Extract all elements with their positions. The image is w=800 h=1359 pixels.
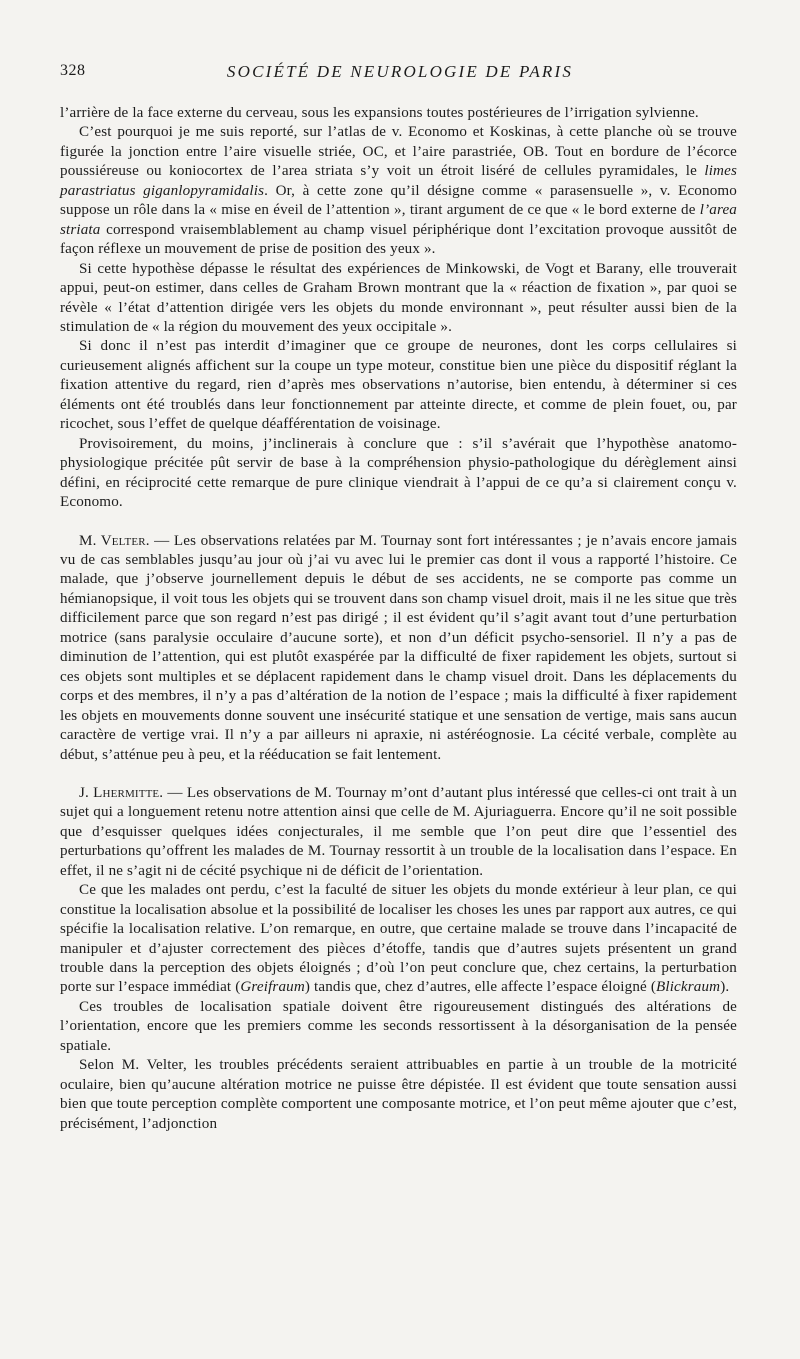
paragraph-spatial-disorders: Ces troubles de localisation spatiale doivent être rigoureusement distingués des altérations de l’orientation, encore que les premiers comme les seconds ressortissent à la désorganisation de la pensée spatiale.: [60, 998, 737, 1054]
paragraph-motricity: Selon M. Velter, les troubles précédents seraient attribuables en partie à un trouble de la motricité oculaire, bien qu’aucune altération motrice ne puisse être dépistée. Il est évident que toute sensation aussi bien que toute perception complète comportent une composante motrice, et l’on peut même ajouter que c’est, précisément, l’adjonction: [60, 1057, 737, 1132]
paragraph-text: ) tandis que, chez d’autres, elle affecte l’espace éloigné (: [304, 979, 656, 996]
latin-term: limes parastriatus giganlopyramidalis: [60, 163, 737, 199]
paragraph-text: — Les observations de M. Tournay m’ont d’autant plus intéressé que celles-ci ont trait à un sujet qui a longuement retenu notre attention ainsi que celle de M. Ajuriaguerra. Encore qu’il ne soit possible que d’esquisser quelques idées conjecturales, il me semble que l’on peut dire que l’essentiel des perturbations qu’offrent les malades de M. Tournay ressortit à un trouble de la localisation dans l’espace. En effet, il ne s’agit ni de cécité psychique ni de déficit de l’orientation.: [60, 784, 737, 879]
paragraph-conclusion: Provisoirement, du moins, j’inclinerais à conclure que : s’il s’avérait que l’hypothèse anatomo-physiologique précitée pût servir de base à la compréhension physio-pathologique du dérèglement ainsi défini, en réciprocité cette remarque de pure clinique viendrait à l’appui de ce qu’a si clairement conçu v. Economo.: [60, 435, 737, 511]
running-head: SOCIÉTÉ DE NEUROLOGIE DE PARIS: [226, 62, 574, 81]
paragraph-neurones: Si donc il n’est pas interdit d’imaginer que ce groupe de neurones, dont les corps cellulaires si curieusement alignés affichent sur la coupe un type moteur, constitue bien une pièce du dispositif réglant la fixation attentive du regard, rien d’après mes observations n’autorise, bien entendu, à déterminer si ces éléments ont été troublés dans leur fonctionnement par atteinte directe, et comme de plein fouet, ou, par ricochet, sous l’effet de quelque déafférentation de voisinage.: [60, 338, 737, 433]
paragraph-hypothesis: Si cette hypothèse dépasse le résultat des expériences de Minkowski, de Vogt et Barany, elle trouverait appui, peut-on estimer, dans celles de Graham Brown montrant que la « réaction de fixation », par quoi se révèle « l’état d’attention dirigée vers les objets du monde environnant », peut résulter aussi bien de la stimulation de « la région du mouvement des yeux occipitale ».: [60, 260, 737, 335]
paragraph-text: Ce que les malades ont perdu, c’est la faculté de situer les objets du monde extérieur à leur plan, ce qui constitue la localisation absolue et la possibilité de localiser les choses les unes par rapport aux autres, ce qui spécifie la localisation relative. L’on remarque, en outre, que certaine malade se trouve dans l’incapacité de manipuler et d’ajuster correctement des pièces d’étoffe, tandis que d’autres sujets présentent un grand trouble dans la perception des objets éloignés ; d’où l’on peut conclure que, chez certains, la perturbation porte sur l’espace immédiat (: [60, 882, 737, 996]
paragraph-text: . Or, à cette zone qu’il désigne comme « parasensuelle », v. Economo suppose un rôle dans la « mise en éveil de l’attention », tirant argument de ce que « le bord externe de: [60, 182, 737, 219]
paragraph-text: correspond vraisemblablement au champ visuel périphérique dont l’excitation provoque aussitôt de façon réflexe un mouvement de prise de position des yeux ».: [60, 221, 737, 258]
paragraph-lhermitte: [60, 784, 737, 881]
paragraph-text: C’est pourquoi je me suis reporté, sur l’atlas de v. Economo et Koskinas, à cette planche où se trouve figurée la jonction entre l’aire visuelle striée, OC, et l’aire parastriée, OB. Tout en bordure de l’écorce poussiéreuse ou koniocortex de l’area striata s’y voit un étroit liséré de cellules pyramidales, le: [60, 124, 737, 180]
german-term: Blickraum: [656, 979, 721, 996]
paragraph-text: — Les observations relatées par M. Tournay sont fort intéressantes ; je n’avais encore jamais vu de cas semblables jusqu’au jour où j’ai vu avec lui le premier cas dont il vous a rapporté l’histoire. Ce malade, que j’observe journellement depuis le début de ses accidents, ne se comporte pas comme un hémianopsique, il voit tous les objets qui se trouvent dans son champ visuel droit, mais il ne les situe que très difficilement parce que son regard n’est pas dirigé ; il est évident qu’il s’agit avant tout d’une perturbation motrice (sans paralysie occulaire d’aucune sorte), et non d’un déficit psycho-sensoriel. Il n’y a pas de diminution de l’attention, qui est plutôt exaspérée par la difficulté de fixer rapidement les objets, surtout si ces objets sont multiples et se déplacent rapidement dans le champ visuel droit. Dans les déplacements du corps et des membres, il n’y a pas d’altération de la notion de l’espace ; mais la difficulté à fixer rapidement les objets en mouvements donne souvent une insécurité statique et une sensation de vertige, mais sans aucun caractère de vertige vrai. Il n’y a par ailleurs ni apraxie, ni astéréognosie. La cécité verbale, complète au début, s’atténue peu à peu, et la rééducation se fait lentement.: [60, 532, 737, 763]
paragraph-velter: [60, 532, 737, 765]
speaker-name: J. Lhermitte.: [79, 784, 164, 801]
body-text: [60, 104, 737, 1134]
paragraph-localisation: [60, 881, 737, 998]
paragraph-text: ).: [720, 979, 730, 996]
german-term: Greifraum: [240, 979, 305, 996]
page-number: 328: [60, 62, 86, 79]
paragraph-continuation: l’arrière de la face externe du cerveau, sous les expansions toutes postérieures de l’irrigation sylvienne.: [60, 105, 699, 121]
latin-term: l’area striata: [60, 202, 737, 238]
page-header: [60, 62, 740, 88]
speaker-name: M. Velter.: [79, 532, 150, 549]
paragraph-economo-atlas: [60, 123, 737, 259]
